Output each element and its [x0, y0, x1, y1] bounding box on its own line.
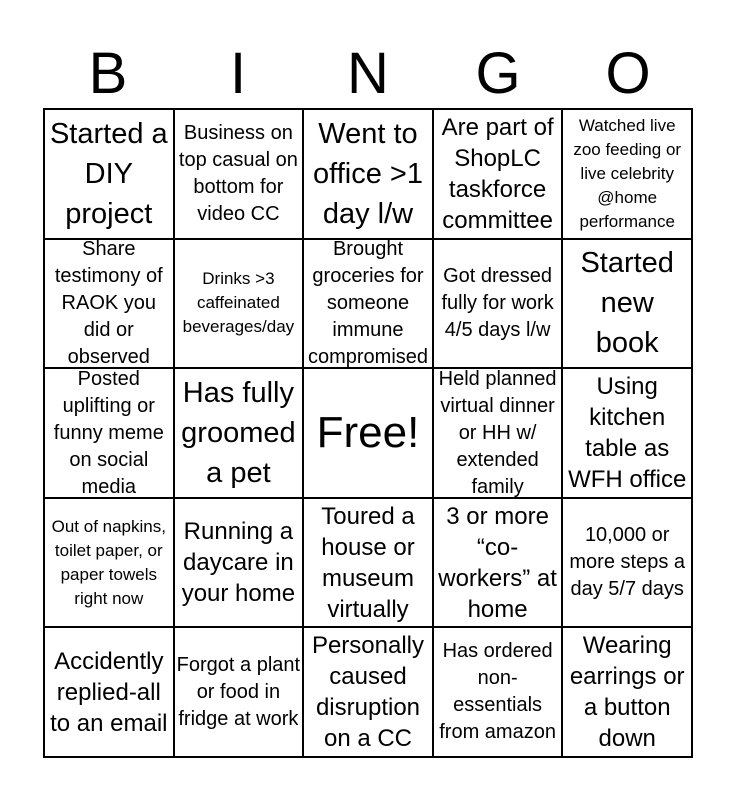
bingo-cell-text: Drinks >3 caffeinated beverages/day	[182, 269, 295, 337]
bingo-cell[interactable]	[562, 368, 692, 498]
bingo-cell[interactable]	[174, 239, 304, 369]
bingo-cell[interactable]	[433, 368, 563, 498]
bingo-cell-text: Share testimony of RAOK you did or observed	[54, 238, 163, 368]
header-letter-o: O	[605, 41, 651, 106]
bingo-cell-text: Watched live zoo feeding or live celebrity @home performance	[573, 115, 682, 231]
bingo-cell-text: Toured a house or museum virtually	[321, 502, 415, 623]
bingo-cell-text: Personally caused disruption on a CC	[311, 632, 425, 753]
header-letter-n: N	[347, 41, 389, 106]
bingo-header	[43, 38, 693, 110]
bingo-cell-text: Running a daycare in your home	[181, 518, 296, 608]
header-letter-g: G	[475, 41, 521, 106]
bingo-cell-text: Out of napkins, toilet paper, or paper towels right now	[51, 516, 166, 608]
bingo-cell-text: Started new book	[580, 247, 674, 360]
bingo-cell[interactable]	[303, 239, 433, 369]
bingo-cell-text: Free!	[316, 407, 420, 457]
bingo-cell[interactable]	[562, 239, 692, 369]
bingo-cell-text: Started a DIY project	[49, 117, 168, 230]
bingo-cell[interactable]	[433, 239, 563, 369]
bingo-cell[interactable]	[433, 627, 563, 757]
bingo-cell-text: 3 or more “co-workers” at home	[438, 502, 557, 623]
bingo-cell[interactable]	[562, 498, 692, 628]
bingo-cell[interactable]	[303, 498, 433, 628]
bingo-cell-text: Forgot a plant or food in fridge at work	[176, 653, 301, 730]
bingo-cell[interactable]	[174, 498, 304, 628]
header-letter-i: I	[229, 41, 247, 106]
bingo-cell[interactable]	[174, 109, 304, 239]
free-space-cell[interactable]	[303, 368, 433, 498]
bingo-cell[interactable]	[44, 368, 174, 498]
bingo-cell[interactable]	[562, 627, 692, 757]
bingo-cell-text: Has ordered non-essentials from amazon	[439, 640, 556, 744]
bingo-cell[interactable]	[44, 109, 174, 239]
bingo-cell[interactable]	[303, 627, 433, 757]
bingo-board	[43, 108, 693, 758]
header-letter-b: B	[88, 41, 128, 106]
bingo-cell[interactable]	[174, 368, 304, 498]
bingo-cell-text: Went to office >1 day l/w	[313, 117, 423, 230]
bingo-cell-text: Accidently replied-all to an email	[50, 647, 168, 737]
bingo-cell-text: Has fully groomed a pet	[181, 376, 296, 489]
bingo-cell[interactable]	[433, 109, 563, 239]
bingo-cell-text: Using kitchen table as WFH office	[568, 373, 687, 493]
bingo-cell-text: Posted uplifting or funny meme on social media	[53, 368, 164, 498]
bingo-cell-text: Are part of ShopLC taskforce committee	[441, 113, 554, 234]
bingo-cell[interactable]	[433, 498, 563, 628]
bingo-cell[interactable]	[44, 627, 174, 757]
bingo-cell[interactable]	[44, 239, 174, 369]
bingo-cell[interactable]	[303, 109, 433, 239]
bingo-cell[interactable]	[562, 109, 692, 239]
bingo-cell-text: Wearing earrings or a button down	[569, 632, 685, 753]
bingo-cell[interactable]	[174, 627, 304, 757]
bingo-cell-text: Got dressed fully for work 4/5 days l/w	[441, 264, 554, 341]
bingo-cell-text: Business on top casual on bottom for video CC	[178, 121, 298, 225]
bingo-cell[interactable]	[44, 498, 174, 628]
bingo-cell-text: Held planned virtual dinner or HH w/ extended family	[438, 368, 557, 498]
bingo-cell-text: 10,000 or more steps a day 5/7 days	[569, 524, 685, 601]
bingo-cell-text: Brought groceries for someone immune compromised	[307, 238, 429, 368]
